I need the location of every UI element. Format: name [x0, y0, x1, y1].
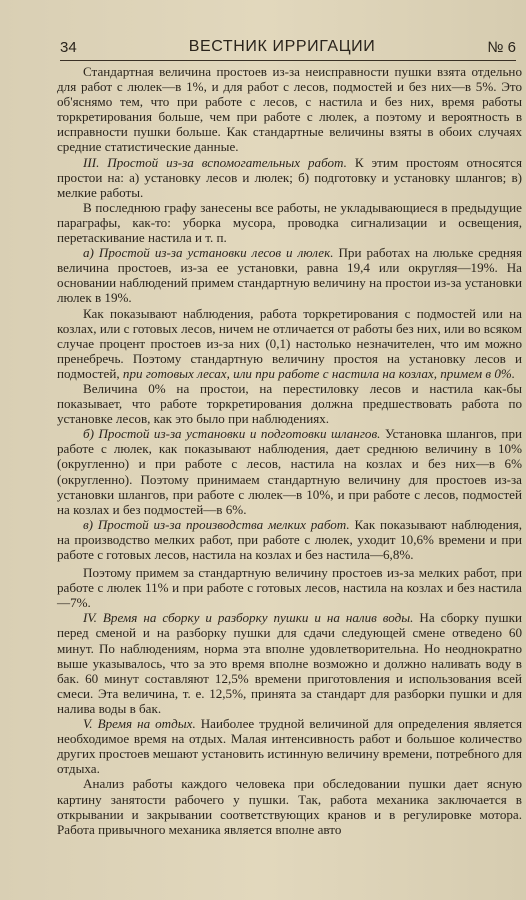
article-body: [57, 64, 522, 837]
section-heading: IV. Время на сборку и разборку пушки и на налив воды.: [83, 610, 414, 626]
subsection-heading: а) Простой из-за установки лесов и люлек.: [83, 245, 334, 261]
paragraph: а) Простой из-за установки лесов и люлек. При работах на люльке средняя величина простоев, из-за ее установки, равна 19,4 или округляя—19%. На основании наблюдений примем стандартную величину на простои из-за установки люлек в 19%.: [57, 245, 522, 306]
paragraph: Величина 0% на простои, на перестиловку лесов и настила как-бы показывает, что работе торкретирования должна предшествовать работа по установке лесов, как это было при наблюдениях.: [57, 380, 522, 427]
paragraph: в) Простой из-за производства мелких работ. Как показывают наблюдения, на производство мелких работ, при работе с люлек, уходит 10,6% времени и при работе с готовых лесов, настила на козлах и без настила—6,8%.: [57, 516, 523, 562]
paragraph: Анализ работы каждого человека при обследовании пушки дает ясную картину занятости рабочего у пушки. Так, работа механика заключается в открывании и закрывании соответствующих кранов и в регулировке мотора. Работа привычного механика является вполне авто: [57, 776, 522, 837]
section-heading: V. Время на отдых.: [83, 716, 196, 732]
paragraph: V. Время на отдых. Наиболее трудной величиной для определения является необходимое время на отдых. Малая интенсивность работ и большое количество других простоев мешают установить истинную величину времени, потребного для отдыха.: [57, 716, 523, 777]
paragraph: Стандартная величина простоев из-за неисправности пушки взята отдельно для работ с люлек—в 1%, и для работ с лесов, подмостей и без них—в 5%. Это об'яснямо тем, что при работе с лесов, с настила и без них, время работы торкретирования больше, чем при работе с люлек, а поэтому и вероятность в исправности пушки больше. Как стандартные величины взяты в обоих случаях средние статистические данные.: [57, 64, 522, 155]
issue-number: № 6: [487, 38, 516, 56]
paragraph: III. Простой из-за вспомогательных работ. К этим простоям относятся простои на: а) установку лесов и люлек; б) подготовку и установку шлангов; в) мелкие работы.: [57, 154, 522, 200]
journal-title: ВЕСТНИК ИРРИГАЦИИ: [188, 38, 376, 55]
paragraph: IV. Время на сборку и разборку пушки и на налив воды. На сборку пушки перед сменой и на разборку пушки для сдачи следующей смене отведено 60 минут. По наблюдениям, норма эта вполне удовлетворительна. Но неоднократно выше указывалось, что за это время вполне возможно и должно наливать воду в бак. 60 минут составляют 12,5% времени приготовления и использования всей смеси. Эта величина, т. е. 12,5%, принята за стандарт для разборки пушки и для налива воды в бак.: [57, 610, 523, 716]
running-header: [60, 34, 516, 61]
subsection-heading: б) Простой из-за установки и подготовки шлангов.: [83, 426, 381, 442]
paragraph: б) Простой из-за установки и подготовки шлангов. Установка шлангов, при работе с люлек, как показывают наблюдения, дает среднюю величину в 10% (округленно) и при работе с лесов, настила на козлах и без них—в 6% (округленно). Поэтому принимаем стандартную величину для простоев из-за установки шлангов, при работе с люлек—в 10%, и при работе с лесов, подмостей на козлах и без подмостей—в 6%.: [57, 426, 522, 517]
section-heading: III. Простой из-за вспомогательных работ.: [83, 154, 347, 170]
paragraph: Поэтому примем за стандартную величину простоев из-за мелких работ, при работе с люлек 11% и при работе с готовых лесов, настила на козлах и без настила—7%.: [57, 565, 522, 611]
paragraph: Как показывают наблюдения, работа торкретирования с подмостей или на козлах, или с готовых лесов, ничем не отличается от работы без них, или во всяком случае процент простоев из-за них (0,1) настолько незначителен, что им можно пренебречь. Поэтому стандартную величину простоя на установку лесов и подмостей, при готовых лесах, или при работе с настила на козлах, примем в 0%.: [57, 305, 522, 381]
paragraph: В последнюю графу занесены все работы, не укладывающиеся в предыдущие параграфы, как-то: уборка мусора, проводка сигнализации и освещения, перетаскивание настила и т. п.: [57, 199, 522, 246]
page-number: 34: [60, 38, 77, 56]
subsection-heading: в) Простой из-за производства мелких работ.: [83, 516, 350, 532]
